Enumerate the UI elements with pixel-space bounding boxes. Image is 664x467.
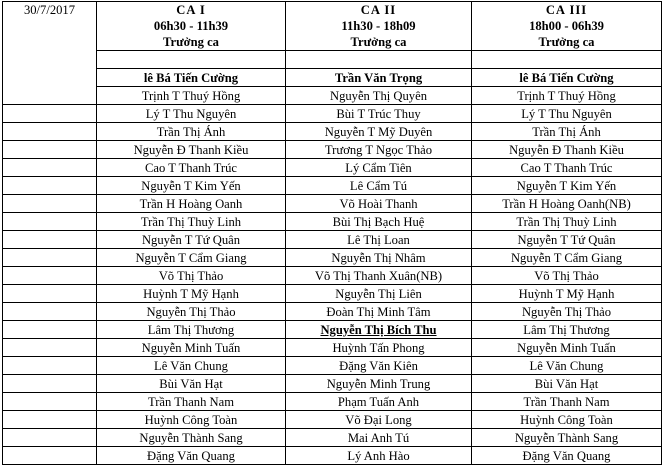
staff-name-cell: Huỳnh T Mỹ Hạnh [97, 285, 286, 303]
staff-name-cell: Nguyễn Thị Thảo [97, 303, 286, 321]
shift-2-time: 11h30 - 18h09 [341, 19, 416, 33]
staff-row [3, 213, 662, 231]
staff-name-cell: Trịnh T Thuý Hồng [97, 87, 286, 105]
staff-row [3, 267, 662, 285]
date-column-cell [3, 429, 97, 447]
staff-name-cell: Lý T Thu Nguyên [97, 105, 286, 123]
staff-name-cell: Đặng Văn Kiên [286, 357, 472, 375]
staff-name-cell: Nguyễn T Cẩm Giang [97, 249, 286, 267]
staff-name-cell: Trần Thị Thuỳ Linh [97, 213, 286, 231]
staff-row [3, 123, 662, 141]
staff-name-cell: Huỳnh Công Toàn [97, 411, 286, 429]
shift-1-leader [97, 69, 286, 87]
date-column-cell [3, 375, 97, 393]
staff-row [3, 375, 662, 393]
staff-name-cell: Nguyễn T Kim Yến [472, 177, 662, 195]
staff-name-cell: Lý Cẩm Tiên [286, 159, 472, 177]
date-column-cell [3, 267, 97, 285]
date-column-cell [3, 411, 97, 429]
shift-1-time: 06h30 - 11h39 [153, 19, 229, 33]
staff-name-cell: Bùi Văn Hạt [97, 375, 286, 393]
shift-2-header [286, 2, 472, 51]
staff-name-cell: Trần Thị Ánh [97, 123, 286, 141]
staff-name-cell: Võ Hoài Thanh [286, 195, 472, 213]
staff-name-cell: Đặng Văn Quang [97, 447, 286, 465]
staff-name-cell: Nguyễn Minh Tuấn [97, 339, 286, 357]
staff-name-cell: Nguyễn Thị Thảo [472, 303, 662, 321]
date-column-cell [3, 303, 97, 321]
staff-row [3, 393, 662, 411]
staff-name-cell: Trần Thị Ánh [472, 123, 662, 141]
date-column-cell [3, 159, 97, 177]
staff-name-cell: Nguyễn T Tứ Quân [472, 231, 662, 249]
shift-roster-table [2, 1, 662, 465]
staff-name-cell: Bùi Văn Hạt [472, 375, 662, 393]
date-cell: 30/7/2017 [3, 2, 97, 105]
staff-name-cell: Trần Thanh Nam [472, 393, 662, 411]
date-column-cell [3, 141, 97, 159]
staff-name-cell: Nguyễn T Cẩm Giang [472, 249, 662, 267]
date-column-cell [3, 393, 97, 411]
staff-name-cell: Bùi T Trúc Thuy [286, 105, 472, 123]
shift-2-name: CA II [360, 3, 397, 17]
staff-name-cell: Nguyễn Thị Liên [286, 285, 472, 303]
staff-name-cell: Nguyễn T Kim Yến [97, 177, 286, 195]
shift-1-leader-name: lê Bá Tiến Cường [143, 70, 239, 85]
staff-row [3, 231, 662, 249]
staff-name-cell: Nguyễn Minh Trung [286, 375, 472, 393]
roster-body [3, 2, 662, 465]
staff-row [3, 195, 662, 213]
staff-name-cell: Lê Văn Chung [472, 357, 662, 375]
staff-name-cell: Nguyễn Thành Sang [97, 429, 286, 447]
staff-name-cell: Trương T Ngọc Thảo [286, 141, 472, 159]
spacer-cell [472, 51, 662, 69]
staff-name-cell: Nguyễn T Tứ Quân [97, 231, 286, 249]
spacer-cell [286, 51, 472, 69]
shift-3-name: CA III [545, 3, 588, 17]
shift-2-sub: Trưởng ca [350, 35, 407, 49]
staff-name-cell: Trịnh T Thuý Hồng [472, 87, 662, 105]
date-column-cell [3, 357, 97, 375]
date-column-cell [3, 249, 97, 267]
staff-name-cell: Phạm Tuấn Anh [286, 393, 472, 411]
date-column-cell [3, 339, 97, 357]
staff-name-cell: Cao T Thanh Trúc [97, 159, 286, 177]
staff-row [3, 177, 662, 195]
staff-name-cell: Huỳnh Công Toàn [472, 411, 662, 429]
shift-3-leader [472, 69, 662, 87]
shift-3-sub: Trưởng ca [538, 35, 595, 49]
staff-name-cell: Lê Thị Loan [286, 231, 472, 249]
staff-row [3, 411, 662, 429]
staff-name-cell: Đoàn Thị Minh Tâm [286, 303, 472, 321]
staff-name-cell: Lý T Thu Nguyên [472, 105, 662, 123]
staff-name-cell: Trần Thị Thuỳ Linh [472, 213, 662, 231]
staff-name-cell: Lý Anh Hào [286, 447, 472, 465]
staff-row [3, 303, 662, 321]
shift-2-leader [286, 69, 472, 87]
staff-name-cell: Cao T Thanh Trúc [472, 159, 662, 177]
shift-3-leader-name: lê Bá Tiến Cường [519, 70, 614, 85]
staff-name-cell: Đặng Văn Quang [472, 447, 662, 465]
shift-2-leader-name: Trần Văn Trọng [334, 70, 423, 85]
leader-row [3, 69, 662, 87]
staff-name-cell: Trần Thanh Nam [97, 393, 286, 411]
staff-name-cell: Lê Văn Chung [97, 357, 286, 375]
staff-row [3, 285, 662, 303]
staff-row [3, 249, 662, 267]
staff-name-cell: Nguyễn T Mỹ Duyên [286, 123, 472, 141]
staff-row [3, 141, 662, 159]
staff-name-cell: Bùi Thị Bạch Huệ [286, 213, 472, 231]
staff-name-cell: Nguyễn Minh Tuấn [472, 339, 662, 357]
staff-row [3, 105, 662, 123]
staff-name-cell: Nguyễn Đ Thanh Kiều [97, 141, 286, 159]
staff-row [3, 447, 662, 465]
staff-name-cell: Võ Đại Long [286, 411, 472, 429]
staff-row [3, 357, 662, 375]
staff-name-cell: Nguyễn Thị Bích Thu [286, 321, 472, 339]
staff-name-cell: Võ Thị Thảo [97, 267, 286, 285]
date-column-cell [3, 177, 97, 195]
staff-name-cell: Huỳnh T Mỹ Hạnh [472, 285, 662, 303]
date-column-cell [3, 447, 97, 465]
staff-name-cell: Nguyễn Thị Nhâm [286, 249, 472, 267]
staff-name-cell: Trần H Hoàng Oanh(NB) [472, 195, 662, 213]
staff-name-cell: Lâm Thị Thương [97, 321, 286, 339]
date-column-cell [3, 213, 97, 231]
date-column-cell [3, 321, 97, 339]
shift-3-time: 18h00 - 06h39 [529, 19, 604, 33]
date-column-cell [3, 285, 97, 303]
staff-name-cell: Lâm Thị Thương [472, 321, 662, 339]
staff-row [3, 429, 662, 447]
shift-1-sub: Trưởng ca [163, 35, 219, 49]
staff-name-cell: Mai Anh Tú [286, 429, 472, 447]
date-column-cell [3, 105, 97, 123]
spacer-row [3, 51, 662, 69]
staff-name-cell: Lê Cẩm Tú [286, 177, 472, 195]
staff-name-cell: Võ Thị Thanh Xuân(NB) [286, 267, 472, 285]
shift-1-name: CA I [176, 3, 206, 17]
shift-3-header [472, 2, 662, 51]
date-column-cell [3, 195, 97, 213]
spacer-cell [97, 51, 286, 69]
staff-name-cell: Huỳnh Tấn Phong [286, 339, 472, 357]
staff-name-cell: Nguyễn Đ Thanh Kiều [472, 141, 662, 159]
date-column-cell [3, 231, 97, 249]
staff-name-cell: Nguyễn Thị Quyên [286, 87, 472, 105]
staff-name-cell: Võ Thị Thảo [472, 267, 662, 285]
shift-1-header [97, 2, 286, 51]
staff-row [3, 321, 662, 339]
staff-row [3, 87, 662, 105]
staff-row [3, 159, 662, 177]
shift-header-row [3, 2, 662, 51]
date-column-cell [3, 123, 97, 141]
staff-name-cell: Nguyễn Thành Sang [472, 429, 662, 447]
staff-row [3, 339, 662, 357]
staff-name-cell: Trần H Hoàng Oanh [97, 195, 286, 213]
